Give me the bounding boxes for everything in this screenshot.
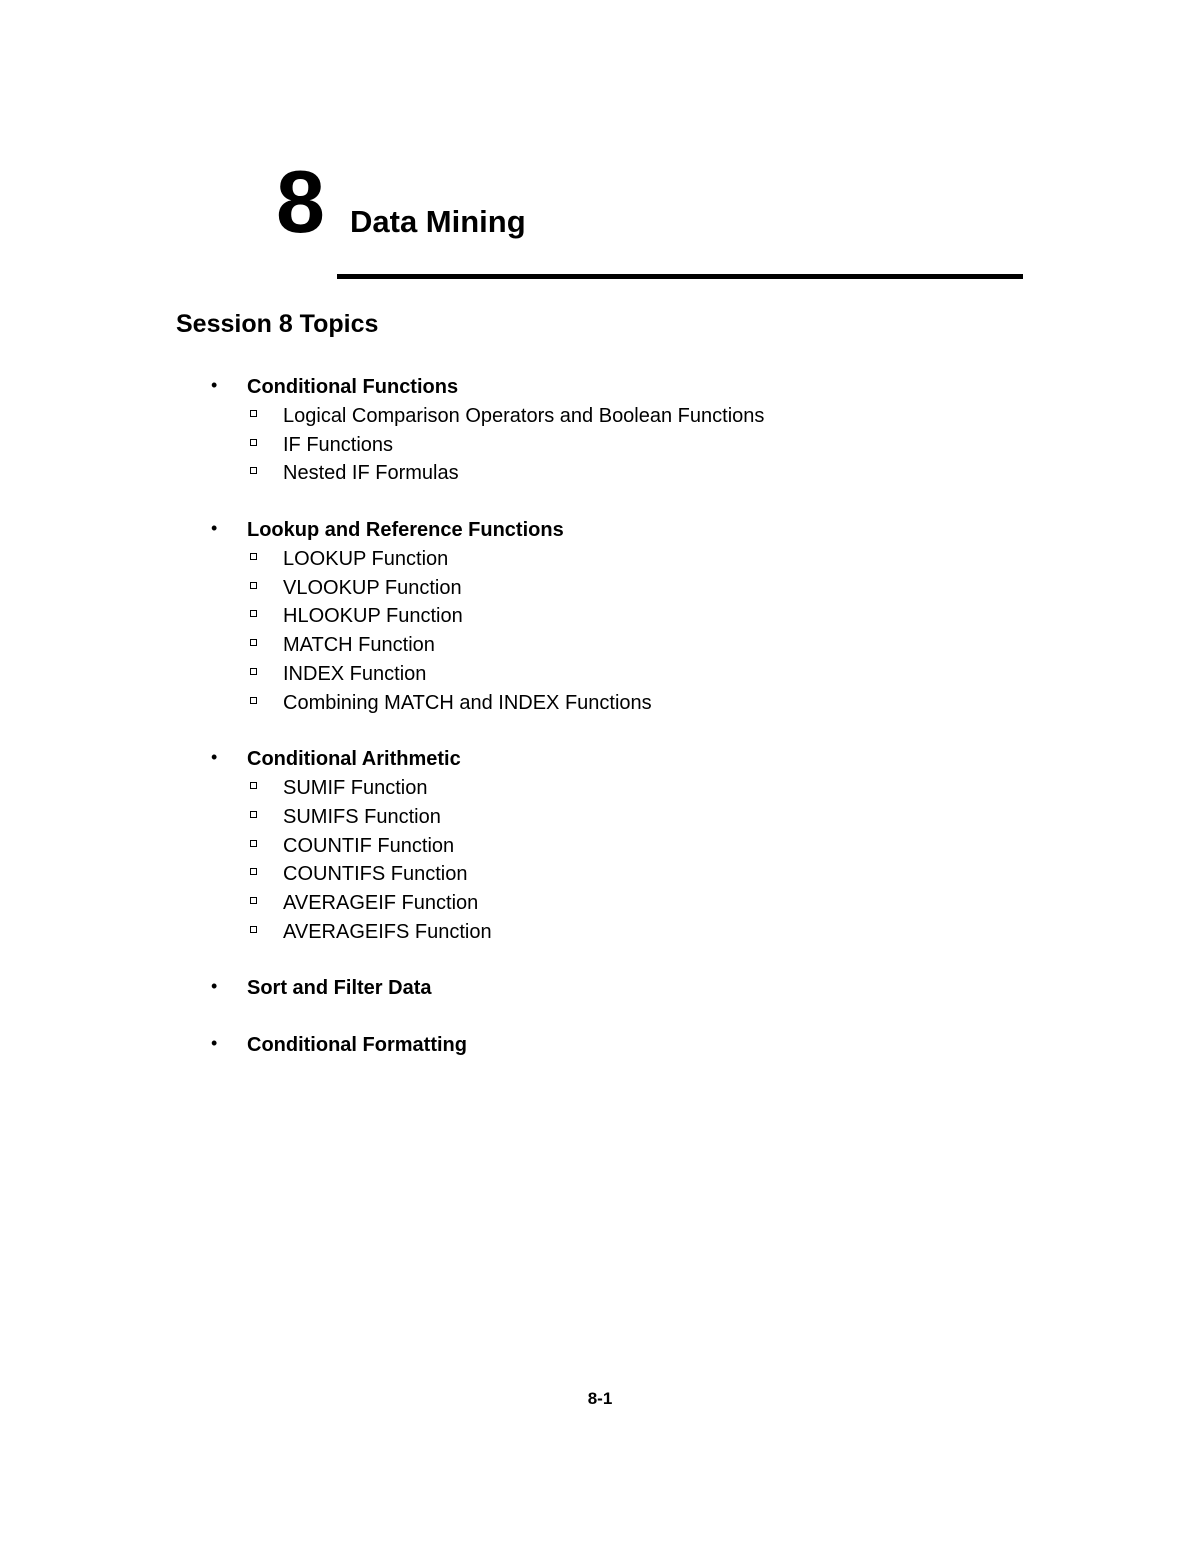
subtopic-list [0,401,1200,487]
square-bullet-icon [250,610,257,617]
subtopic-label: Combining MATCH and INDEX Functions [283,691,652,714]
subtopic-label: INDEX Function [283,662,427,685]
subtopic-label: SUMIF Function [283,777,428,800]
square-bullet-icon [250,639,257,646]
topic-line [0,1030,1200,1059]
bullet-icon: • [211,1033,218,1054]
subtopic-item [0,544,1200,573]
square-bullet-icon [250,897,257,904]
subtopic-label: HLOOKUP Function [283,605,463,628]
subtopic-label: IF Functions [283,433,394,456]
square-bullet-icon [250,840,257,847]
subtopic-item [0,688,1200,717]
subtopic-item [0,773,1200,802]
chapter-title: Data Mining [350,204,526,239]
subtopic-label: VLOOKUP Function [283,576,462,599]
page-number: 8-1 [587,1389,613,1408]
subtopic-label: AVERAGEIFS Function [283,920,492,943]
subtopic-item [0,659,1200,688]
subtopic-item [0,888,1200,917]
topic-label: Conditional Arithmetic [247,748,461,771]
subtopic-item [0,802,1200,831]
topic-label: Lookup and Reference Functions [247,519,564,542]
subtopic-label: MATCH Function [283,634,435,657]
topic-line [0,744,1200,773]
bullet-icon: • [211,518,218,539]
subtopic-label: COUNTIF Function [283,834,455,857]
topic-line [0,973,1200,1002]
subtopic-item [0,630,1200,659]
topic-line [0,515,1200,544]
square-bullet-icon [250,467,257,474]
bullet-icon: • [211,375,218,395]
subtopic-item [0,430,1200,459]
subtopic-item [0,859,1200,888]
subtopic-label: SUMIFS Function [283,805,441,828]
subtopic-item [0,601,1200,630]
square-bullet-icon [250,868,257,875]
topic-line [0,372,1200,401]
subtopic-list [0,544,1200,716]
chapter-number: 8 [276,152,325,251]
subtopic-label: Nested IF Formulas [283,462,459,485]
subtopic-label: LOOKUP Function [283,548,449,571]
topic-item [0,744,1200,945]
topic-item [0,515,1200,716]
subtopic-item [0,573,1200,602]
subtopic-item [0,401,1200,430]
subtopic-list [0,773,1200,945]
session-heading: Session 8 Topics [176,310,379,338]
square-bullet-icon [250,782,257,789]
subtopic-item [0,458,1200,487]
subtopic-label: COUNTIFS Function [283,863,468,886]
subtopic-item [0,831,1200,860]
square-bullet-icon [250,697,257,704]
topic-label: Conditional Functions [247,376,459,398]
topic-label: Sort and Filter Data [247,977,432,1000]
square-bullet-icon [250,410,257,417]
topic-list [0,372,1200,1087]
square-bullet-icon [250,811,257,818]
topic-label: Conditional Formatting [247,1034,467,1057]
topic-item [0,372,1200,487]
bullet-icon: • [211,747,218,768]
square-bullet-icon [250,926,257,933]
square-bullet-icon [250,439,257,446]
chapter-divider [337,274,1023,279]
square-bullet-icon [250,553,257,560]
topic-item [0,1030,1200,1059]
subtopic-item [0,917,1200,946]
square-bullet-icon [250,668,257,675]
bullet-icon: • [211,976,218,997]
subtopic-label: AVERAGEIF Function [283,891,479,914]
subtopic-label: Logical Comparison Operators and Boolean Functions [283,405,765,427]
square-bullet-icon [250,582,257,589]
topic-item [0,973,1200,1002]
